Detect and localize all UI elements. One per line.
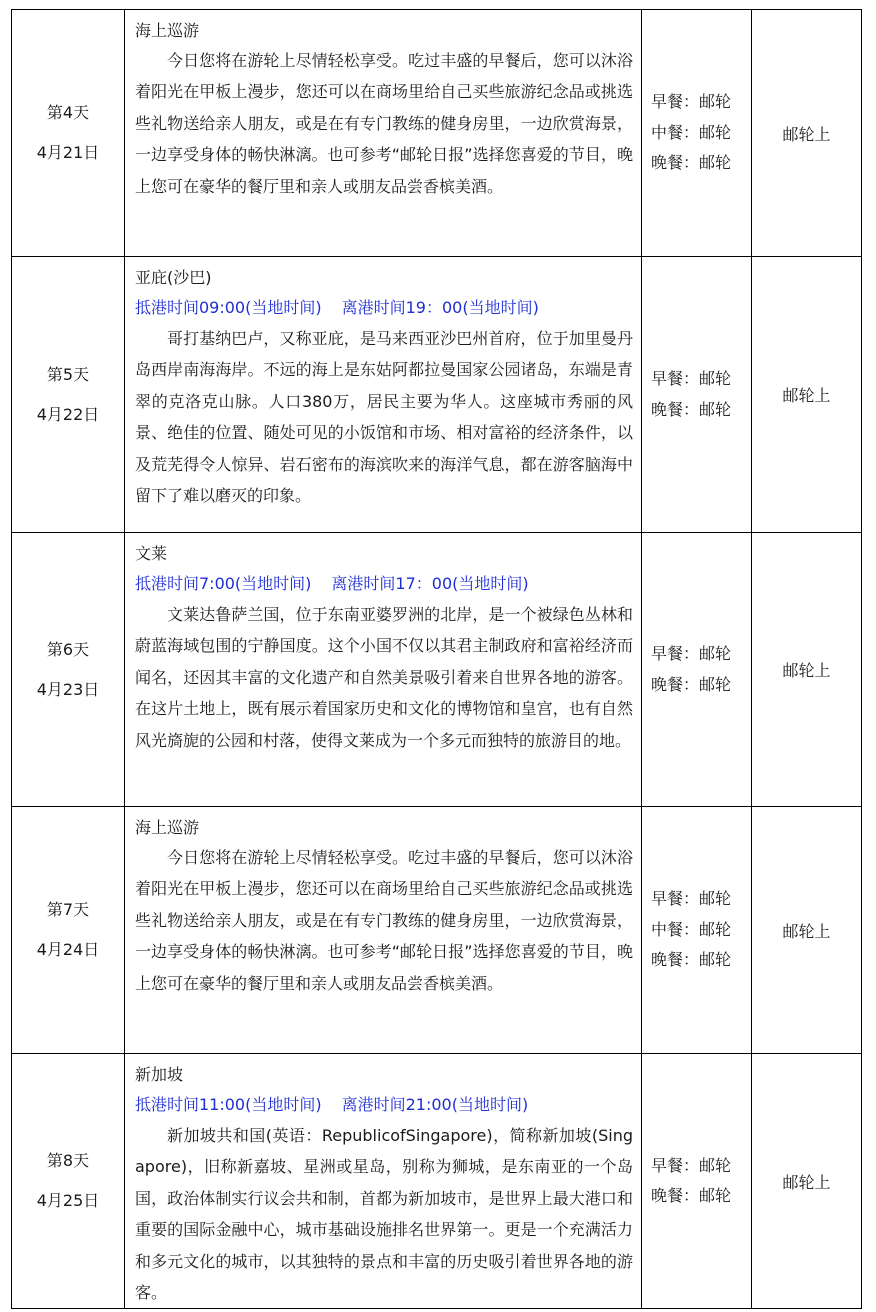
meal-item: 晚餐：邮轮 — [651, 950, 732, 970]
day-cell — [12, 533, 125, 807]
day-cell — [12, 1054, 125, 1309]
port-description: 哥打基纳巴卢，又称亚庇，是马来西亚沙巴州首府，位于加里曼丹岛西岸南海海岸。不远的海上是东姑阿都拉曼国家公园诸岛，东端是青翠的克洛克山脉。人口380万，居民主要为华人。这座城市秀丽的风景、绝佳的位置、随处可见的小饭馆和市场、相对富裕的经济条件，以及荒芜得令人惊异、岩石密布的海滨吹来的海洋气息，都在游客脑海中留下了难以磨灭的印象。 — [135, 329, 633, 506]
description-cell — [125, 1054, 642, 1309]
day-date: 4月21日 — [36, 143, 100, 162]
port-times — [135, 292, 633, 323]
day-number: 第4天 — [46, 103, 90, 122]
port-description: 今日您将在游轮上尽情轻松享受。吃过丰盛的早餐后，您可以沐浴着阳光在甲板上漫步，您还可以在商场里给自己买些旅游纪念品或挑选些礼物送给亲人朋友，或是在有专门教练的健身房里，一边欣赏海景，一边享受身体的畅快淋漓。也可参考“邮轮日报”选择您喜爱的节目，晚上您可在豪华的餐厅里和亲人或朋友品尝香槟美酒。 — [135, 848, 633, 993]
arrival-time: 抵港时间11:00(当地时间) — [135, 1095, 322, 1114]
day-number: 第6天 — [46, 639, 90, 659]
port-description: 文莱达鲁萨兰国，位于东南亚婆罗洲的北岸，是一个被绿色丛林和蔚蓝海域包围的宁静国度。这个小国不仅以其君主制政府和富裕经济而闻名，还因其丰富的文化遗产和自然美景吸引着来自世界各地的游客。在这片土地上，既有展示着国家历史和文化的博物馆和皇宫，也有自然风光旖旎的公园和村落，使得文莱成为一个多元而独特的旅游目的地。 — [135, 605, 633, 750]
port-times — [135, 1089, 633, 1120]
meal-item: 早餐：邮轮 — [651, 644, 732, 663]
day-cell — [12, 10, 125, 257]
day-date: 4月25日 — [36, 1191, 100, 1211]
port-name: 文莱 — [135, 544, 168, 563]
port-times — [135, 568, 633, 599]
day-number: 第8天 — [46, 1151, 90, 1171]
itinerary-row — [12, 257, 862, 533]
accommodation-cell: 邮轮上 — [752, 1054, 862, 1309]
meal-item: 中餐：邮轮 — [651, 919, 732, 939]
day-date: 4月23日 — [36, 679, 100, 699]
meal-item: 晚餐：邮轮 — [651, 1186, 732, 1206]
port-name: 海上巡游 — [135, 21, 200, 40]
arrival-time: 抵港时间7:00(当地时间) — [135, 574, 312, 593]
arrival-time: 抵港时间09:00(当地时间) — [135, 298, 322, 317]
day-cell — [12, 807, 125, 1054]
meal-item: 晚餐：邮轮 — [651, 674, 732, 694]
day-date: 4月22日 — [36, 404, 100, 424]
description-cell — [125, 257, 642, 533]
meals-cell — [642, 1054, 752, 1309]
description-cell — [125, 533, 642, 807]
meal-item: 早餐：邮轮 — [651, 92, 732, 112]
day-number: 第7天 — [46, 900, 90, 919]
departure-time: 离港时间17：00(当地时间) — [331, 574, 529, 593]
port-name: 海上巡游 — [135, 818, 200, 837]
description-cell — [125, 807, 642, 1054]
meals-cell — [642, 10, 752, 257]
meal-item: 早餐：邮轮 — [651, 369, 732, 388]
port-description: 今日您将在游轮上尽情轻松享受。吃过丰盛的早餐后，您可以沐浴着阳光在甲板上漫步，您还可以在商场里给自己买些旅游纪念品或挑选些礼物送给亲人朋友，或是在有专门教练的健身房里，一边欣赏海景，一边享受身体的畅快淋漓。也可参考“邮轮日报”选择您喜爱的节目，晚上您可在豪华的餐厅里和亲人或朋友品尝香槟美酒。 — [135, 51, 633, 196]
day-number: 第5天 — [46, 364, 90, 384]
accommodation-cell: 邮轮上 — [752, 10, 862, 257]
meal-item: 早餐：邮轮 — [651, 1155, 732, 1175]
meal-item: 晚餐：邮轮 — [651, 399, 732, 419]
departure-time: 离港时间21:00(当地时间) — [341, 1095, 529, 1114]
accommodation-cell: 邮轮上 — [752, 533, 862, 807]
day-date: 4月24日 — [36, 940, 100, 959]
departure-time: 离港时间19：00(当地时间) — [341, 298, 539, 317]
meals-cell — [642, 257, 752, 533]
meal-item: 晚餐：邮轮 — [651, 153, 732, 173]
itinerary-row — [12, 807, 862, 1054]
port-name: 新加坡 — [135, 1065, 184, 1084]
meal-item: 中餐：邮轮 — [651, 122, 732, 142]
port-name: 亚庇(沙巴) — [135, 268, 212, 287]
port-description: 新加坡共和国(英语：RepublicofSingapore)，简称新加坡(Singapore)，旧称新嘉坡、星洲或星岛，别称为狮城，是东南亚的一个岛国，政治体制实行议会共和制，首都为新加坡市，是世界上最大港口和重要的国际金融中心，城市基础设施排名世界第一。更是一个充满活力和多元文化的城市，以其独特的景点和丰富的历史吸引着世界各地的游客。 — [135, 1126, 633, 1303]
itinerary-row — [12, 1054, 862, 1309]
accommodation-cell: 邮轮上 — [752, 807, 862, 1054]
meals-cell — [642, 807, 752, 1054]
description-cell — [125, 10, 642, 257]
day-cell — [12, 257, 125, 533]
itinerary-row — [12, 10, 862, 257]
itinerary-row — [12, 533, 862, 807]
meals-cell — [642, 533, 752, 807]
accommodation-cell: 邮轮上 — [752, 257, 862, 533]
meal-item: 早餐：邮轮 — [651, 889, 732, 909]
itinerary-table — [11, 9, 862, 1309]
